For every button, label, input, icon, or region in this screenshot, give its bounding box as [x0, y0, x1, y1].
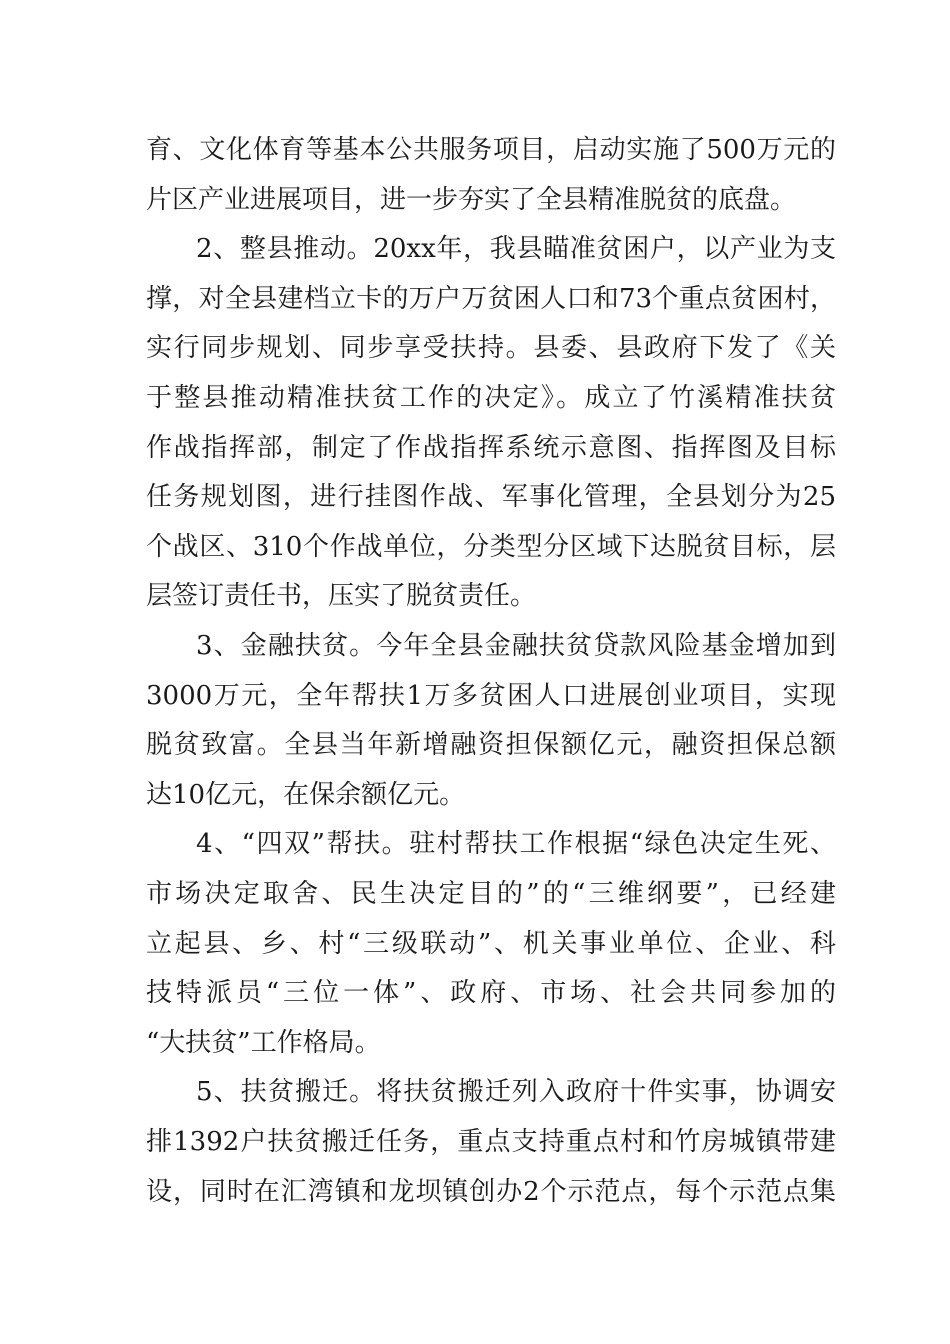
text-line: “大扶贫”工作格局。 [146, 1028, 381, 1058]
text-line: 技特派员“三位一体”、政府、市场、社会共同参加的 [146, 978, 836, 1008]
paragraph-3-start: 3、金融扶贫。今年全县金融扶贫贷款风险基金增加到 [196, 631, 836, 661]
text-line: 个战区、310个作战单位，分类型分区域下达脱贫目标，层 [146, 532, 836, 562]
text-line: 实行同步规划、同步享受扶持。县委、县政府下发了《关 [146, 333, 836, 363]
text-line: 任务规划图，进行挂图作战、军事化管理，全县划分为25 [146, 482, 836, 512]
text-line: 育、文化体育等基本公共服务项目，启动实施了500万元的 [146, 135, 836, 165]
paragraph-2-start: 2、整县推动。20xx年，我县瞄准贫困户，以产业为支 [196, 234, 836, 264]
text-line: 3000万元，全年帮扶1万多贫困人口进展创业项目，实现 [146, 681, 836, 711]
text-line: 设，同时在汇湾镇和龙坝镇创办2个示范点，每个示范点集 [146, 1177, 836, 1207]
text-line: 达10亿元，在保余额亿元。 [146, 780, 466, 810]
paragraph-4-start: 4、“四双”帮扶。驻村帮扶工作根据“绿色决定生死、 [196, 829, 836, 859]
text-line: 排1392户扶贫搬迁任务，重点支持重点村和竹房城镇带建 [146, 1127, 836, 1157]
text-line: 立起县、乡、村“三级联动”、机关事业单位、企业、科 [146, 929, 836, 959]
text-line: 市场决定取舍、民生决定目的”的“三维纲要”，已经建 [146, 879, 836, 909]
paragraph-5-start: 5、扶贫搬迁。将扶贫搬迁列入政府十件实事，协调安 [196, 1077, 836, 1107]
text-line: 片区产业进展项目，进一步夯实了全县精准脱贫的底盘。 [146, 185, 797, 215]
text-line: 脱贫致富。全县当年新增融资担保额亿元，融资担保总额 [146, 730, 836, 760]
text-line: 撑，对全县建档立卡的万户万贫困人口和73个重点贫困村， [146, 284, 836, 314]
text-line: 层签订责任书，压实了脱贫责任。 [146, 581, 537, 611]
text-line: 于整县推动精准扶贫工作的决定》。成立了竹溪精准扶贫 [146, 383, 836, 413]
text-line: 作战指挥部，制定了作战指挥系统示意图、指挥图及目标 [146, 433, 836, 463]
